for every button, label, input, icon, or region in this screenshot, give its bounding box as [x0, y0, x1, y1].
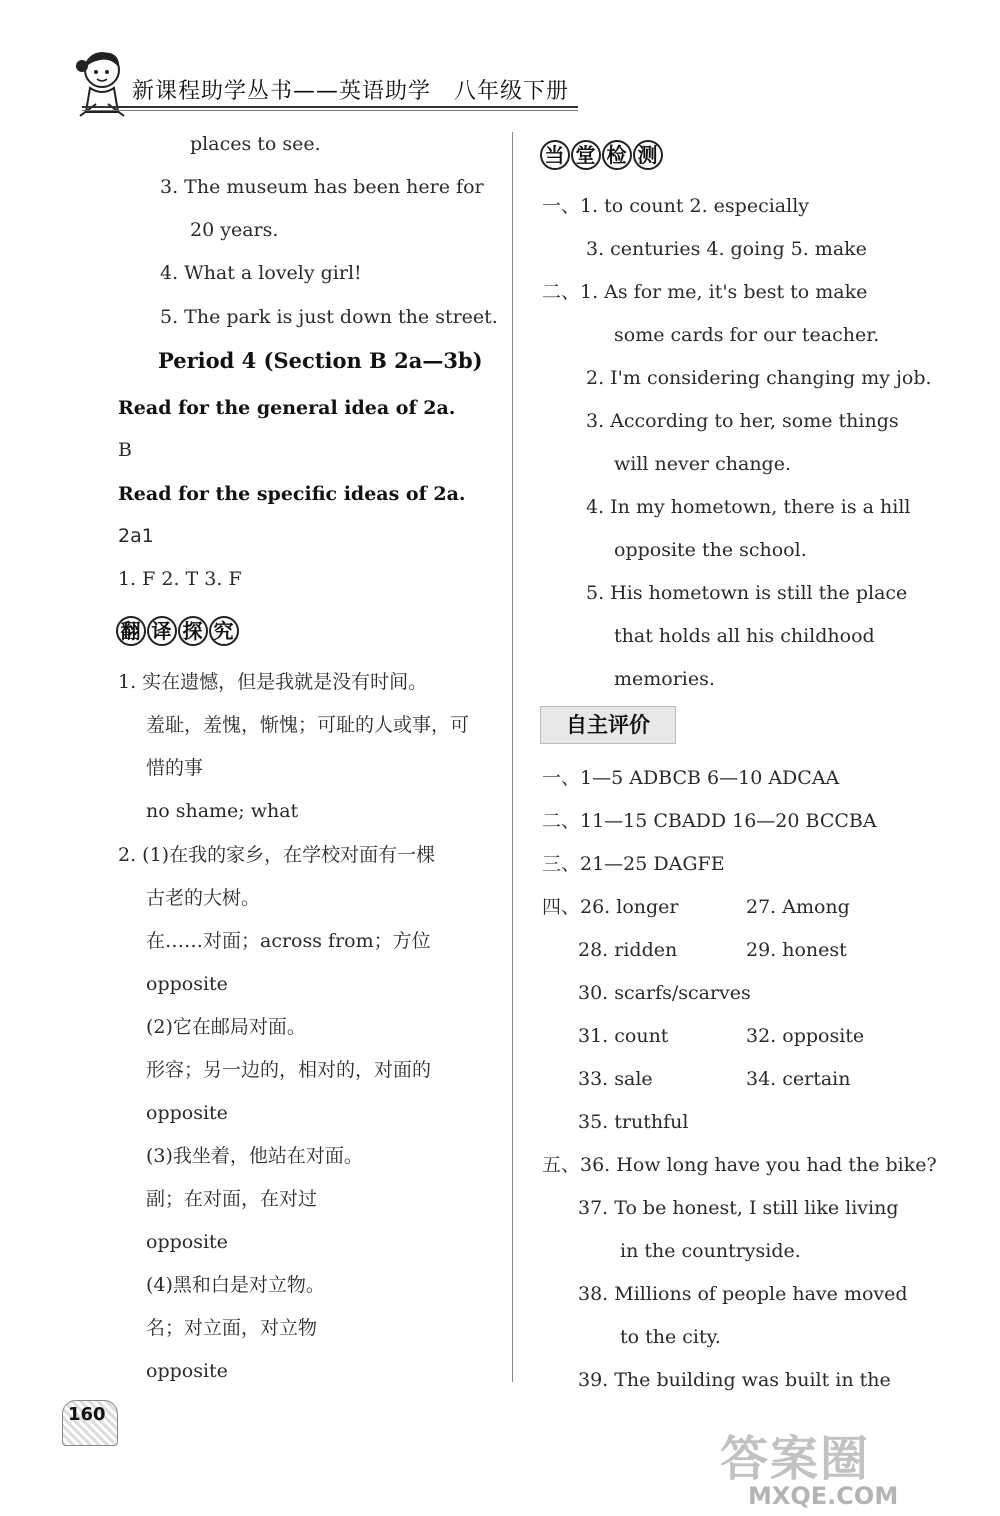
evaluation-line: 31. count	[578, 1025, 669, 1047]
translate-line: (2)它在邮局对面。	[146, 1016, 306, 1038]
column-divider	[512, 132, 513, 1382]
evaluation-line: in the countryside.	[620, 1240, 801, 1262]
evaluation-line: 35. truthful	[578, 1111, 689, 1133]
evaluation-line: 38. Millions of people have moved	[578, 1283, 908, 1305]
translate-line: opposite	[146, 1360, 228, 1382]
watermark-logo	[704, 1420, 994, 1512]
badge-char: 检	[602, 140, 632, 170]
evaluation-line: 二、11—15 CBADD 16—20 BCCBA	[542, 810, 877, 832]
evaluation-line: 39. The building was built in the	[578, 1369, 891, 1391]
evaluation-line: 37. To be honest, I still like living	[578, 1197, 899, 1219]
check-line: will never change.	[614, 453, 792, 475]
translate-explore-badge	[116, 616, 240, 646]
translate-line: (4)黑和白是对立物。	[146, 1274, 325, 1296]
check-line: that holds all his childhood	[614, 625, 875, 647]
read-general-heading: Read for the general idea of 2a.	[118, 397, 456, 419]
translate-line: 古老的大树。	[146, 887, 261, 909]
mascot-girl-icon	[72, 46, 132, 120]
translate-line: 在……对面；across from；方位	[146, 930, 431, 952]
header-title: 新课程助学丛书——英语助学 八年级下册	[132, 79, 570, 104]
check-line: 二、1. As for me, it's best to make	[542, 281, 868, 303]
evaluation-line: to the city.	[620, 1326, 721, 1348]
label-2a1: 2a1	[118, 525, 154, 547]
translate-line: 名；对立面，对立物	[146, 1317, 318, 1339]
check-line: 4. In my hometown, there is a hill	[586, 496, 911, 518]
translate-line: (3)我坐着，他站在对面。	[146, 1145, 363, 1167]
translate-line: no shame; what	[146, 800, 299, 822]
translate-line: 惜的事	[146, 757, 204, 779]
translate-line: 2. (1)在我的家乡，在学校对面有一棵	[118, 844, 436, 866]
page-number-badge	[62, 1394, 118, 1450]
translate-line: 形容；另一边的，相对的，对面的	[146, 1059, 432, 1081]
evaluation-line: 五、36. How long have you had the bike?	[542, 1154, 937, 1176]
evaluation-line: 30. scarfs/scarves	[578, 982, 751, 1004]
badge-char: 探	[178, 616, 208, 646]
badge-char: 译	[147, 616, 177, 646]
header-rule	[82, 106, 578, 108]
evaluation-line: 三、21—25 DAGFE	[542, 853, 725, 875]
badge-char: 翻	[116, 616, 146, 646]
answer-line: 5. The park is just down the street.	[160, 306, 498, 328]
check-line: 2. I'm considering changing my job.	[586, 367, 932, 389]
evaluation-line: 28. ridden	[578, 939, 678, 961]
answer-line: 4. What a lovely girl!	[160, 262, 362, 284]
translate-line: opposite	[146, 973, 228, 995]
read-specific-heading: Read for the specific ideas of 2a.	[118, 483, 466, 505]
evaluation-line: 34. certain	[746, 1068, 851, 1090]
badge-char: 当	[540, 140, 570, 170]
self-evaluation-badge: 自主评价	[540, 706, 676, 744]
translate-line: opposite	[146, 1102, 228, 1124]
check-line: 一、1. to count 2. especially	[542, 195, 810, 217]
answer-line: 20 years.	[190, 219, 279, 241]
check-line: 3. According to her, some things	[586, 410, 899, 432]
badge-char: 测	[633, 140, 663, 170]
badge-char: 堂	[571, 140, 601, 170]
answers-2a1: 1. F 2. T 3. F	[118, 568, 242, 590]
badge-char: 究	[209, 616, 239, 646]
answer-line: 3. The museum has been here for	[160, 176, 484, 198]
evaluation-line: 33. sale	[578, 1068, 653, 1090]
evaluation-line: 32. opposite	[746, 1025, 865, 1047]
answer-line: places to see.	[190, 133, 321, 155]
translate-line: opposite	[146, 1231, 228, 1253]
check-line: some cards for our teacher.	[614, 324, 880, 346]
check-line: opposite the school.	[614, 539, 807, 561]
answer-general: B	[118, 439, 132, 461]
evaluation-line: 29. honest	[746, 939, 847, 961]
classroom-check-badge	[540, 140, 664, 170]
translate-line: 羞耻，羞愧，惭愧；可耻的人或事，可	[146, 714, 470, 736]
header-rule-thin	[82, 110, 578, 111]
evaluation-line: 四、26. longer	[542, 896, 679, 918]
watermark-text: 答案圈	[720, 1431, 871, 1487]
translate-line: 副；在对面，在对过	[146, 1188, 318, 1210]
check-line: memories.	[614, 668, 715, 690]
evaluation-line: 27. Among	[746, 896, 850, 918]
check-line: 3. centuries 4. going 5. make	[586, 238, 867, 260]
watermark-url: MXQE.COM	[748, 1482, 899, 1510]
period-heading: Period 4 (Section B 2a—3b)	[158, 348, 483, 373]
evaluation-line: 一、1—5 ADBCB 6—10 ADCAA	[542, 767, 840, 789]
page-number: 160	[68, 1404, 106, 1425]
translate-line: 1. 实在遗憾，但是我就是没有时间。	[118, 671, 428, 693]
check-line: 5. His hometown is still the place	[586, 582, 908, 604]
